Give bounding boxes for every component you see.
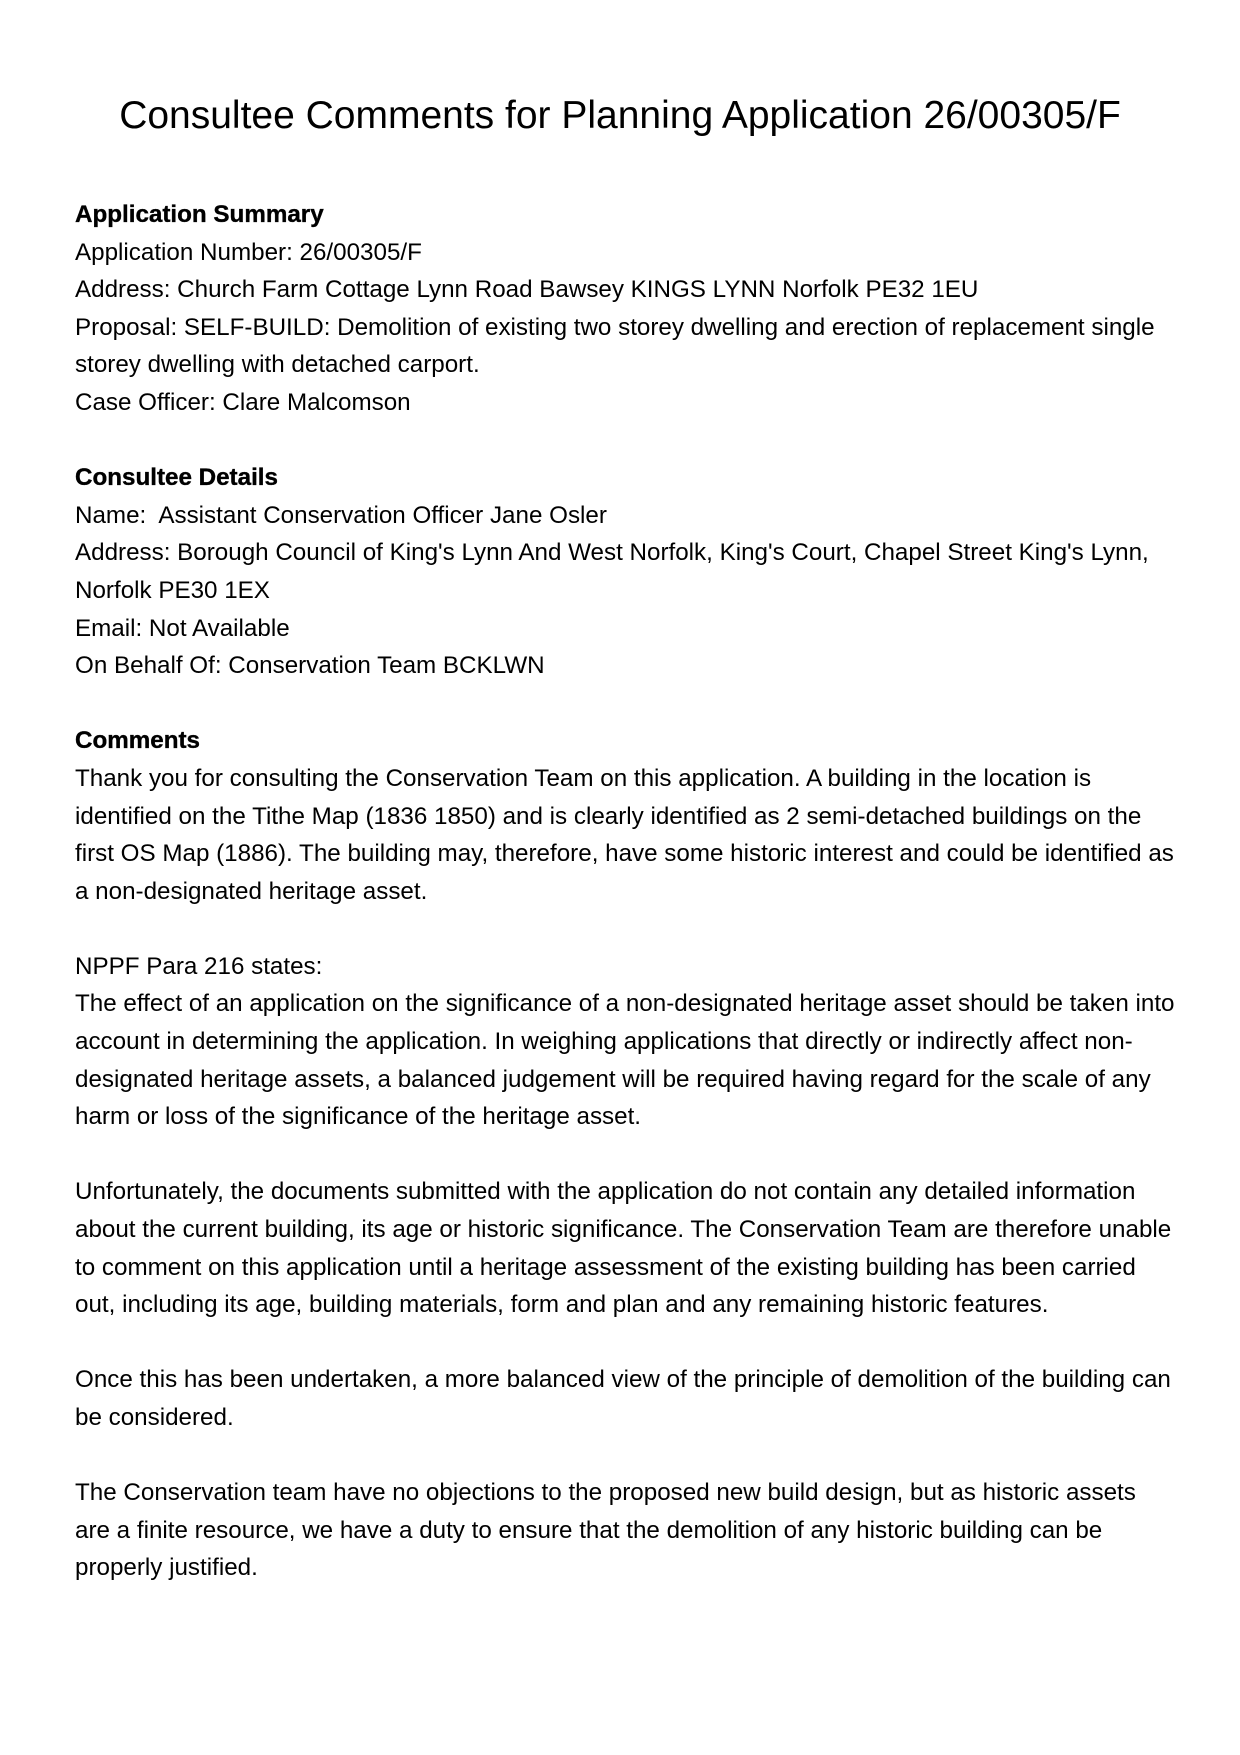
consultee-address-line (75, 534, 1175, 609)
page-title: Consultee Comments for Planning Application 26/00305/F (119, 94, 1121, 137)
section-spacer (75, 685, 1175, 723)
proposal-line (75, 309, 1175, 384)
consultee-email-value: Not Available (148, 614, 290, 642)
application-number-label: Application Number: (75, 238, 300, 266)
comments-section (75, 722, 1175, 1587)
application-number-value: 26/00305/F (299, 238, 422, 266)
on-behalf-of-value: Conservation Team BCKLWN (228, 652, 545, 680)
application-address-label: Address: (75, 276, 178, 304)
paragraph-spacer (75, 910, 1175, 948)
comment-paragraph: Thank you for consulting the Conservation Team on this application. A building in the location is identified on the Tithe Map (1836 1850) and is clearly identified as 2 semi-detached buildings on the first OS Map (1886). The building may, therefore, have some historic interest and could be identified as a non-designated heritage asset. (75, 764, 1174, 905)
comment-paragraph: NPPF Para 216 states: (75, 952, 323, 980)
on-behalf-of-label: On Behalf Of: (75, 652, 229, 680)
document-body (75, 196, 1175, 1587)
consultee-name-value: Assistant Conservation Officer Jane Osler (158, 501, 607, 529)
consultee-email-label: Email: (75, 614, 149, 642)
application-number-line (75, 234, 1175, 272)
proposal-value: SELF-BUILD: Demolition of existing two storey dwelling and erection of replacement single storey dwelling with detached carport. (75, 313, 1155, 379)
consultee-email-line (75, 610, 1175, 648)
application-address-value: Church Farm Cottage Lynn Road Bawsey KINGS LYNN Norfolk PE32 1EU (177, 276, 979, 304)
paragraph-spacer (75, 1324, 1175, 1362)
application-summary-heading: Application Summary (75, 201, 324, 228)
application-summary-section (75, 196, 1175, 422)
comment-paragraph: Once this has been undertaken, a more balanced view of the principle of demolition of the building can be considered. (75, 1366, 1171, 1431)
comment-paragraph: The Conservation team have no objections to the proposed new build design, but as historic assets are a finite resource, we have a duty to ensure that the demolition of any historic building can be properly justified. (75, 1479, 1136, 1582)
section-spacer (75, 422, 1175, 460)
consultee-name-line (75, 497, 1175, 535)
paragraph-spacer (75, 1437, 1175, 1475)
case-officer-value: Clare Malcomson (222, 388, 411, 416)
consultee-address-value: Borough Council of King's Lynn And West Norfolk, King's Court, Chapel Street King's Lynn, Norfolk PE30 1EX (75, 539, 1149, 604)
comment-paragraph: Unfortunately, the documents submitted with the application do not contain any detailed information about the current building, its age or historic significance. The Conservation Team are therefore unable to comment on this application until a heritage assessment of the existing building has been carried out, including its age, building materials, form and plan and any remaining historic features. (75, 1178, 1172, 1319)
consultee-address-label: Address: (75, 539, 178, 567)
application-address-line (75, 271, 1175, 309)
proposal-label: Proposal: (75, 313, 184, 341)
paragraph-spacer (75, 1136, 1175, 1174)
comment-paragraph: The effect of an application on the significance of a non-designated heritage asset should be taken into account in determining the application. In weighing applications that directly or indirectly affect non-designated heritage assets, a balanced judgement will be required having regard for the scale of any harm or loss of the significance of the heritage asset. (75, 990, 1175, 1131)
case-officer-line (75, 384, 1175, 422)
consultee-details-heading: Consultee Details (75, 464, 278, 492)
comments-heading: Comments (75, 727, 200, 755)
on-behalf-of-line (75, 647, 1175, 685)
consultee-details-section (75, 459, 1175, 685)
case-officer-label: Case Officer: (75, 388, 223, 416)
consultee-name-label: Name: (75, 501, 159, 529)
